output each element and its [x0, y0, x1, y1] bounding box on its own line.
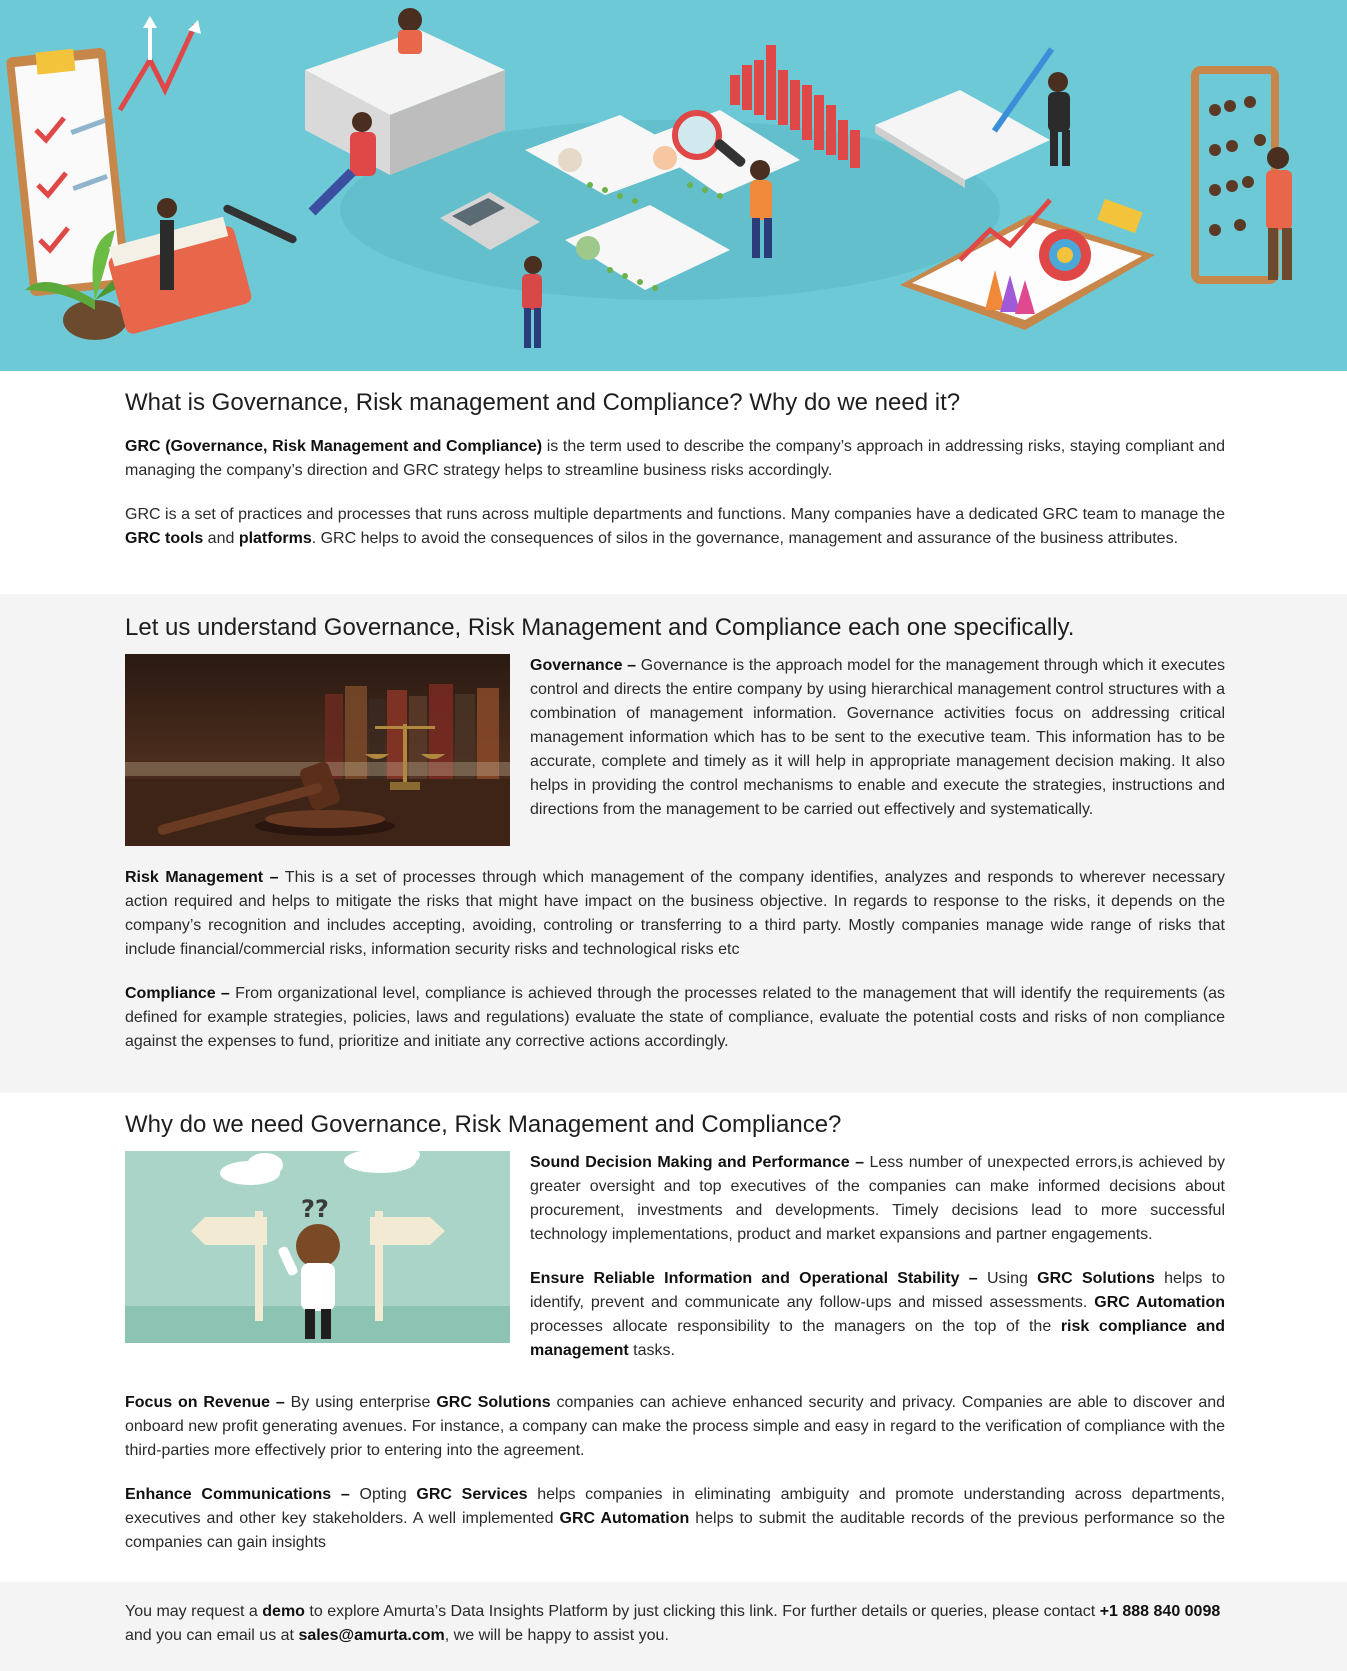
enhance-communications-label: Enhance Communications –: [125, 1486, 350, 1503]
comm-text-b: helps companies in eliminating ambiguity and promote understanding across departments, executives and other key stakeholders. A well implemented: [125, 1486, 1226, 1527]
intro-section: [0, 371, 1347, 594]
governance-text: Governance is the approach model for the management through which it executes control and directs the entire company by using hierarchical management control structures with a combination of management information. Governance activities focus on addressing critical management information which has to be sent to the executive team. This information has to be accurate, complete and timely as it will help in appropriate management decision making. It also helps in providing the control mechanisms to enable and execute the strategies, instructions and directions from the management to be carried out effectively and systematically.: [530, 657, 1225, 818]
ensure-text-c: processes allocate responsibility to the managers on the top of the: [530, 1318, 1061, 1335]
risk-management-paragraph: [125, 866, 1225, 962]
contact-text-b: to explore Amurta’s Data Insights Platform by just clicking this link. For further details or queries, please contact: [304, 1603, 1100, 1620]
ensure-text-a: Using: [977, 1270, 1038, 1287]
sound-decision-paragraph: [530, 1151, 1225, 1247]
intro-p2-text-c: . GRC helps to avoid the consequences of silos in the governance, management and assurance of the business attributes.: [311, 530, 1179, 547]
grc-tools-term: GRC tools: [125, 530, 204, 547]
grc-solutions-term-2: GRC Solutions: [436, 1394, 551, 1411]
grc-illustration-banner: [0, 0, 1347, 371]
ensure-text-d: tasks.: [628, 1342, 675, 1359]
grc-solutions-term: GRC Solutions: [1037, 1270, 1155, 1287]
sound-decision-text: Less number of unexpected errors,is achieved by greater oversight and top executives of the companies can make informed decisions about procurement, investments and developments. Timely decisions lead to more successful technology implementations, product and market expansions and partner engagements.: [530, 1154, 1226, 1243]
demo-link[interactable]: demo: [262, 1603, 305, 1620]
why-heading: Why do we need Governance, Risk Management and Compliance?: [125, 1111, 842, 1138]
hero-banner: [0, 0, 1347, 371]
intro-paragraph-1: [125, 435, 1225, 483]
contact-text-a: You may request a: [125, 1603, 263, 1620]
grc-services-term: GRC Services: [416, 1486, 528, 1503]
intro-paragraph-2: [125, 503, 1225, 551]
contact-text-c: and you can email us at: [125, 1627, 299, 1644]
grc-automation-term-2: GRC Automation: [559, 1510, 690, 1527]
understand-section: [0, 594, 1347, 1093]
why-row: [125, 1151, 1225, 1363]
risk-management-text: This is a set of processes through which management of the company identifies, analyzes and responds to wherever necessary action required and helps to mitigate the risks that might have impact on the business objective. In regards to response to the risks, it depends on the company’s recognition and includes accepting, avoiding, controling or transferring to a third party. Mostly companies manage wide range of risks that include financial/commercial risks, information security risks and technological risks etc: [125, 869, 1226, 958]
contact-text-d: , we will be happy to assist you.: [444, 1627, 669, 1644]
risk-management-label: Risk Management –: [125, 869, 279, 886]
understand-heading: Let us understand Governance, Risk Management and Compliance each one specifically.: [125, 614, 1075, 641]
phone-number[interactable]: +1 888 840 0098: [1099, 1603, 1221, 1620]
compliance-paragraph: [125, 982, 1225, 1054]
comm-text-c: helps to submit the auditable records of the previous performance so the companies can gain insights: [125, 1510, 1226, 1551]
grc-term: GRC (Governance, Risk Management and Compliance): [125, 438, 543, 455]
compliance-label: Compliance –: [125, 985, 230, 1002]
contact-paragraph: [125, 1600, 1225, 1648]
confused-person-signposts-image: [125, 1151, 510, 1343]
contact-section: [0, 1582, 1347, 1671]
governance-label: Governance –: [530, 657, 637, 674]
revenue-text-a: By using enterprise: [284, 1394, 437, 1411]
intro-p2-text-a: GRC is a set of practices and processes that runs across multiple departments and functions. Many companies have a dedicated GRC team to manage the: [125, 506, 1225, 523]
ensure-reliable-label: Ensure Reliable Information and Operational Stability –: [530, 1270, 978, 1287]
enhance-communications-paragraph: [125, 1483, 1225, 1555]
ensure-reliable-paragraph: [530, 1267, 1225, 1363]
question-marks: ??: [301, 1195, 329, 1223]
comm-text-a: Opting: [349, 1486, 417, 1503]
email-link[interactable]: sales@amurta.com: [298, 1627, 445, 1644]
platforms-term: platforms: [238, 530, 312, 547]
compliance-text: From organizational level, compliance is achieved through the processes related to the management that will identify the requirements (as defined for example strategies, policies, laws and regulations) evaluate the state of compliance, evaluate the potential costs and risks of non compliance against the expenses to fund, prioritize and initiate any corrective actions accordingly.: [125, 985, 1225, 1050]
risk-compliance-term: risk compliance and management: [530, 1318, 1225, 1359]
intro-p2-text-b: and: [203, 530, 239, 547]
gavel-and-scales-image: [125, 654, 510, 846]
sound-decision-label: Sound Decision Making and Performance –: [530, 1154, 864, 1171]
intro-heading: What is Governance, Risk management and Compliance? Why do we need it?: [125, 389, 961, 416]
focus-revenue-paragraph: [125, 1391, 1225, 1463]
intro-p1-text: is the term used to describe the company’s approach in addressing risks, staying compliant and managing the company’s direction and GRC strategy helps to streamline business risks accordingly.: [125, 438, 1226, 479]
revenue-text-b: companies can achieve enhanced security and privacy. Companies are able to discover and onboard new profit generating avenues. For instance, a company can make the process simple and easy in regard to the verification of compliance with the third-parties more effectively prior to entering into the agreement.: [125, 1394, 1226, 1459]
governance-row: [125, 654, 1225, 846]
grc-automation-term: GRC Automation: [1094, 1294, 1225, 1311]
why-section: [0, 1093, 1347, 1582]
ensure-text-b: helps to identify, prevent and communicate any follow-ups and missed assessments.: [530, 1270, 1226, 1311]
focus-revenue-label: Focus on Revenue –: [125, 1394, 285, 1411]
governance-paragraph: [530, 654, 1225, 822]
